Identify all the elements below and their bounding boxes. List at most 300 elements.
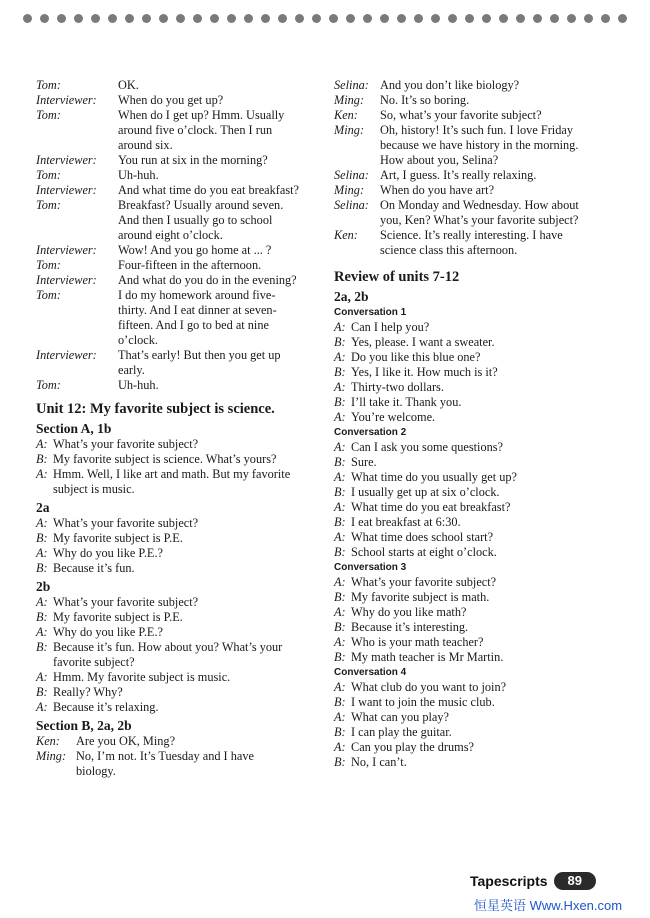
dialogue-line [36,138,316,153]
dialogue-text: That’s early! But then you get up [118,348,281,362]
speaker-label: Tom: [36,108,61,122]
dialogue-text: What’s your favorite subject? [351,575,497,589]
dialogue-line [334,440,619,455]
conversation-lines [334,575,619,665]
speaker-label: B: [36,685,48,699]
dialogue-line [36,734,316,749]
speaker-label: A: [334,410,346,424]
binding-hole [380,14,389,23]
dialogue-text: School starts at eight o’clock. [351,545,497,559]
section-a-1b-heading: Section A, 1b [36,421,112,436]
dialogue-text: around five o’clock. Then I run [118,123,273,137]
binding-hole [261,14,270,23]
left-column [36,78,316,779]
dialogue-text: around eight o’clock. [118,228,223,242]
dialogue-text: What can you play? [351,710,449,724]
dialogue-line [334,395,619,410]
dialogue-line [334,410,619,425]
dialogue-line [36,595,316,610]
speaker-label: Tom: [36,198,61,212]
dialogue-line [334,78,619,93]
speaker-label: B: [334,365,346,379]
dialogue-line [334,198,619,213]
speaker-label [36,303,118,318]
dialogue-text: Yes, I like it. How much is it? [351,365,498,379]
conversation-heading: Conversation 4 [334,667,407,678]
dialogue-text: Yes, please. I want a sweater. [351,335,495,349]
binding-hole [91,14,100,23]
binding-hole [244,14,253,23]
dialogue-line [334,515,619,530]
dialogue-line [36,303,316,318]
dialogue-line [36,183,316,198]
dialogue-text: What time do you usually get up? [351,470,517,484]
dialogue-text: Uh-huh. [118,168,159,182]
section-b-lines-right [334,78,619,258]
binding-hole [397,14,406,23]
speaker-label: B: [36,610,48,624]
site-watermark: 恒星英语 Www.Hxen.com [474,898,623,913]
dialogue-line [36,670,316,685]
speaker-label: Ken: [334,228,358,242]
dialogue-text: I usually get up at six o’clock. [351,485,500,499]
dialogue-text: No. It’s so boring. [380,93,470,107]
speaker-label: A: [334,350,346,364]
dialogue-line [36,153,316,168]
dialogue-line [36,640,316,655]
dialogue-line [36,258,316,273]
speaker-label: A: [36,516,48,530]
binding-hole [465,14,474,23]
binding-hole [584,14,593,23]
dialogue-line [36,288,316,303]
dialogue-line [334,680,619,695]
dialogue-text: So, what’s your favorite subject? [380,108,542,122]
binding-hole [516,14,525,23]
dialogue-line [36,561,316,576]
tapescripts-label: Tapescripts [470,873,548,889]
section-2b-heading: 2b [36,579,51,594]
dialogue-text: Can I ask you some questions? [351,440,503,454]
speaker-label: A: [36,467,48,481]
dialogue-text: My favorite subject is science. What’s yours? [53,452,277,466]
dialogue-text: When do I get up? Hmm. Usually [118,108,285,122]
dialogue-text: I want to join the music club. [351,695,495,709]
dialogue-text: No, I’m not. It’s Tuesday and I have [76,749,254,763]
dialogue-line [334,590,619,605]
speaker-label: A: [334,500,346,514]
speaker-label [36,213,118,228]
dialogue-line [36,318,316,333]
dialogue-text: My favorite subject is P.E. [53,531,183,545]
dialogue-line [36,516,316,531]
binding-hole [448,14,457,23]
speaker-label: Ming: [334,183,365,197]
binding-hole [363,14,372,23]
speaker-label: A: [334,605,346,619]
speaker-label: B: [334,545,346,559]
dialogue-line [36,198,316,213]
binding-hole [227,14,236,23]
speaker-label: Ming: [334,123,365,137]
speaker-label: B: [334,620,346,634]
dialogue-line [334,635,619,650]
speaker-label: B: [334,485,346,499]
dialogue-text: How about you, Selina? [380,153,499,167]
dialogue-text: You’re welcome. [351,410,436,424]
dialogue-text: Can you play the drums? [351,740,474,754]
speaker-label: A: [334,680,346,694]
speaker-label [36,123,118,138]
dialogue-line [334,620,619,635]
dialogue-text: Hmm. My favorite subject is music. [53,670,231,684]
speaker-label: B: [334,395,346,409]
dialogue-text: Because it’s fun. How about you? What’s your [53,640,283,654]
dialogue-line [36,168,316,183]
dialogue-line [334,470,619,485]
section-b-lines-left [36,734,316,779]
dialogue-text: favorite subject? [53,655,135,669]
dialogue-text: On Monday and Wednesday. How about [380,198,579,212]
binding-holes [0,14,650,26]
dialogue-line [334,545,619,560]
dialogue-text: subject is music. [53,482,135,496]
page-footer [470,872,596,890]
speaker-label: Tom: [36,168,61,182]
dialogue-text: Because it’s relaxing. [53,700,159,714]
dialogue-text: OK. [118,78,139,92]
dialogue-line [36,378,316,393]
dialogue-text: Can I help you? [351,320,430,334]
dialogue-line [334,485,619,500]
binding-hole [125,14,134,23]
dialogue-line [334,650,619,665]
dialogue-text: early. [118,363,145,377]
dialogue-line [334,108,619,123]
dialogue-line [36,243,316,258]
dialogue-line [334,695,619,710]
speaker-label [334,213,380,228]
unit11-conversation [36,78,316,393]
speaker-label: A: [334,320,346,334]
dialogue-text: No, I can’t. [351,755,407,769]
dialogue-text: Why do you like P.E.? [53,546,163,560]
speaker-label: B: [36,561,48,575]
speaker-label: Tom: [36,258,61,272]
speaker-label: Ming: [36,749,67,763]
dialogue-line [36,273,316,288]
speaker-label: Interviewer: [36,348,97,362]
section-2a-heading: 2a [36,500,50,515]
dialogue-text: Four-fifteen in the afternoon. [118,258,262,272]
dialogue-line [36,546,316,561]
speaker-label: A: [334,575,346,589]
page-number: 89 [554,872,596,890]
dialogue-line [36,228,316,243]
dialogue-line [36,685,316,700]
speaker-label: A: [334,470,346,484]
dialogue-text: Really? Why? [53,685,123,699]
speaker-label: A: [334,635,346,649]
dialogue-text: Because it’s fun. [53,561,135,575]
dialogue-text: What time do you eat breakfast? [351,500,511,514]
dialogue-line [334,320,619,335]
dialogue-text: And then I usually go to school [118,213,273,227]
dialogue-line [334,500,619,515]
speaker-label [36,363,118,378]
dialogue-line [36,108,316,123]
dialogue-text: Uh-huh. [118,378,159,392]
binding-hole [431,14,440,23]
speaker-label [36,318,118,333]
dialogue-line [334,168,619,183]
section-a-1b-lines [36,437,316,497]
unit12-heading: Unit 12: My favorite subject is science. [36,401,275,417]
speaker-label [36,333,118,348]
speaker-label [36,228,118,243]
binding-hole [159,14,168,23]
dialogue-line [36,363,316,378]
speaker-label: Ming: [334,93,365,107]
dialogue-line [334,740,619,755]
speaker-label: Tom: [36,288,61,302]
dialogue-line [36,625,316,640]
dialogue-text: What’s your favorite subject? [53,437,199,451]
dialogue-line [36,467,316,482]
dialogue-text: Breakfast? Usually around seven. [118,198,284,212]
dialogue-line [36,452,316,467]
dialogue-line [334,605,619,620]
dialogue-text: When do you get up? [118,93,224,107]
dialogue-line [36,78,316,93]
dialogue-line [334,350,619,365]
speaker-label: B: [36,452,48,466]
speaker-label: Interviewer: [36,273,97,287]
dialogue-text: And what time do you eat breakfast? [118,183,299,197]
dialogue-line [36,764,316,779]
binding-hole [295,14,304,23]
section-b-heading: Section B, 2a, 2b [36,718,132,733]
conversation-lines [334,320,619,425]
binding-hole [278,14,287,23]
binding-hole [414,14,423,23]
speaker-label: A: [334,530,346,544]
speaker-label: A: [36,546,48,560]
dialogue-line [36,700,316,715]
speaker-label: Ken: [334,108,358,122]
speaker-label: A: [36,670,48,684]
speaker-label: B: [36,640,48,654]
dialogue-text: What club do you want to join? [351,680,507,694]
speaker-label: A: [36,437,48,451]
dialogue-text: Oh, history! It’s such fun. I love Friday [380,123,573,137]
dialogue-text: My favorite subject is P.E. [53,610,183,624]
dialogue-line [334,228,619,243]
dialogue-text: Because it’s interesting. [351,620,469,634]
dialogue-line [334,335,619,350]
speaker-label [36,482,53,497]
speaker-label: Ken: [36,734,60,748]
dialogue-line [334,93,619,108]
speaker-label: B: [334,695,346,709]
dialogue-text: Science. It’s really interesting. I have [380,228,563,242]
dialogue-line [36,531,316,546]
dialogue-line [334,183,619,198]
dialogue-text: Who is your math teacher? [351,635,484,649]
speaker-label: Selina: [334,168,369,182]
speaker-label: Tom: [36,78,61,92]
dialogue-line [36,610,316,625]
dialogue-text: I can play the guitar. [351,725,452,739]
binding-hole [550,14,559,23]
binding-hole [601,14,610,23]
review-heading: Review of units 7-12 [334,269,460,285]
dialogue-line [334,755,619,770]
binding-hole [567,14,576,23]
right-column [334,78,619,770]
speaker-label: B: [334,725,346,739]
binding-hole [57,14,66,23]
speaker-label: A: [334,380,346,394]
dialogue-text: biology. [76,764,116,778]
conversation-heading: Conversation 1 [334,307,407,318]
dialogue-line [334,213,619,228]
binding-hole [210,14,219,23]
dialogue-line [334,365,619,380]
dialogue-text: And you don’t like biology? [380,78,520,92]
dialogue-text: When do you have art? [380,183,495,197]
dialogue-line [334,575,619,590]
speaker-label: Selina: [334,78,369,92]
binding-hole [618,14,627,23]
dialogue-text: science class this afternoon. [380,243,518,257]
binding-hole [499,14,508,23]
speaker-label: B: [334,590,346,604]
speaker-label [334,138,380,153]
dialogue-line [36,348,316,363]
dialogue-text: Thirty-two dollars. [351,380,444,394]
dialogue-line [334,455,619,470]
dialogue-line [36,749,316,764]
speaker-label: B: [334,650,346,664]
speaker-label: Interviewer: [36,183,97,197]
binding-hole [346,14,355,23]
dialogue-line [36,93,316,108]
dialogue-text: What’s your favorite subject? [53,595,199,609]
dialogue-text: What’s your favorite subject? [53,516,199,530]
speaker-label: B: [334,755,346,769]
dialogue-text: around six. [118,138,173,152]
dialogue-line [334,138,619,153]
dialogue-text: Hmm. Well, I like art and math. But my favorite [53,467,291,481]
review-conversations [334,306,619,770]
speaker-label: A: [334,740,346,754]
dialogue-line [334,710,619,725]
dialogue-text: I eat breakfast at 6:30. [351,515,461,529]
dialogue-line [334,725,619,740]
binding-hole [193,14,202,23]
speaker-label: B: [334,335,346,349]
dialogue-line [36,655,316,670]
speaker-label: B: [334,515,346,529]
dialogue-line [36,333,316,348]
speaker-label: B: [334,455,346,469]
speaker-label [36,138,118,153]
speaker-label: Interviewer: [36,243,97,257]
binding-hole [74,14,83,23]
review-subheading: 2a, 2b [334,289,369,304]
binding-hole [312,14,321,23]
dialogue-text: Art, I guess. It’s really relaxing. [380,168,537,182]
speaker-label: A: [36,625,48,639]
binding-hole [40,14,49,23]
dialogue-text: o’clock. [118,333,158,347]
speaker-label: Interviewer: [36,93,97,107]
binding-hole [23,14,32,23]
dialogue-text: because we have history in the morning. [380,138,579,152]
dialogue-line [334,153,619,168]
dialogue-text: My favorite subject is math. [351,590,490,604]
dialogue-text: I’ll take it. Thank you. [351,395,462,409]
binding-hole [329,14,338,23]
dialogue-text: Why do you like math? [351,605,467,619]
binding-hole [142,14,151,23]
dialogue-text: You run at six in the morning? [118,153,268,167]
dialogue-text: thirty. And I eat dinner at seven- [118,303,277,317]
binding-hole [108,14,117,23]
section-2b-lines [36,595,316,715]
dialogue-text: Why do you like P.E.? [53,625,163,639]
dialogue-text: Wow! And you go home at ... ? [118,243,272,257]
speaker-label [36,764,76,779]
speaker-label: A: [334,440,346,454]
dialogue-line [334,123,619,138]
dialogue-text: Sure. [351,455,377,469]
conversation-lines [334,440,619,560]
dialogue-line [36,213,316,228]
speaker-label: Tom: [36,378,61,392]
dialogue-text: I do my homework around five- [118,288,276,302]
speaker-label: Interviewer: [36,153,97,167]
conversation-heading: Conversation 2 [334,427,407,438]
dialogue-text: My math teacher is Mr Martin. [351,650,504,664]
dialogue-line [334,380,619,395]
dialogue-line [36,123,316,138]
dialogue-line [334,243,619,258]
dialogue-text: Are you OK, Ming? [76,734,176,748]
dialogue-line [36,437,316,452]
dialogue-text: What time does school start? [351,530,494,544]
speaker-label: A: [36,595,48,609]
dialogue-line [334,530,619,545]
dialogue-text: Do you like this blue one? [351,350,481,364]
section-2a-lines [36,516,316,576]
speaker-label: A: [334,710,346,724]
conversation-heading: Conversation 3 [334,562,407,573]
speaker-label [36,655,53,670]
dialogue-line [36,482,316,497]
speaker-label: A: [36,700,48,714]
dialogue-text: fifteen. And I go to bed at nine [118,318,269,332]
speaker-label [334,243,380,258]
speaker-label: Selina: [334,198,369,212]
speaker-label [334,153,380,168]
conversation-lines [334,680,619,770]
binding-hole [176,14,185,23]
dialogue-text: And what do you do in the evening? [118,273,297,287]
binding-hole [533,14,542,23]
dialogue-text: you, Ken? What’s your favorite subject? [380,213,579,227]
